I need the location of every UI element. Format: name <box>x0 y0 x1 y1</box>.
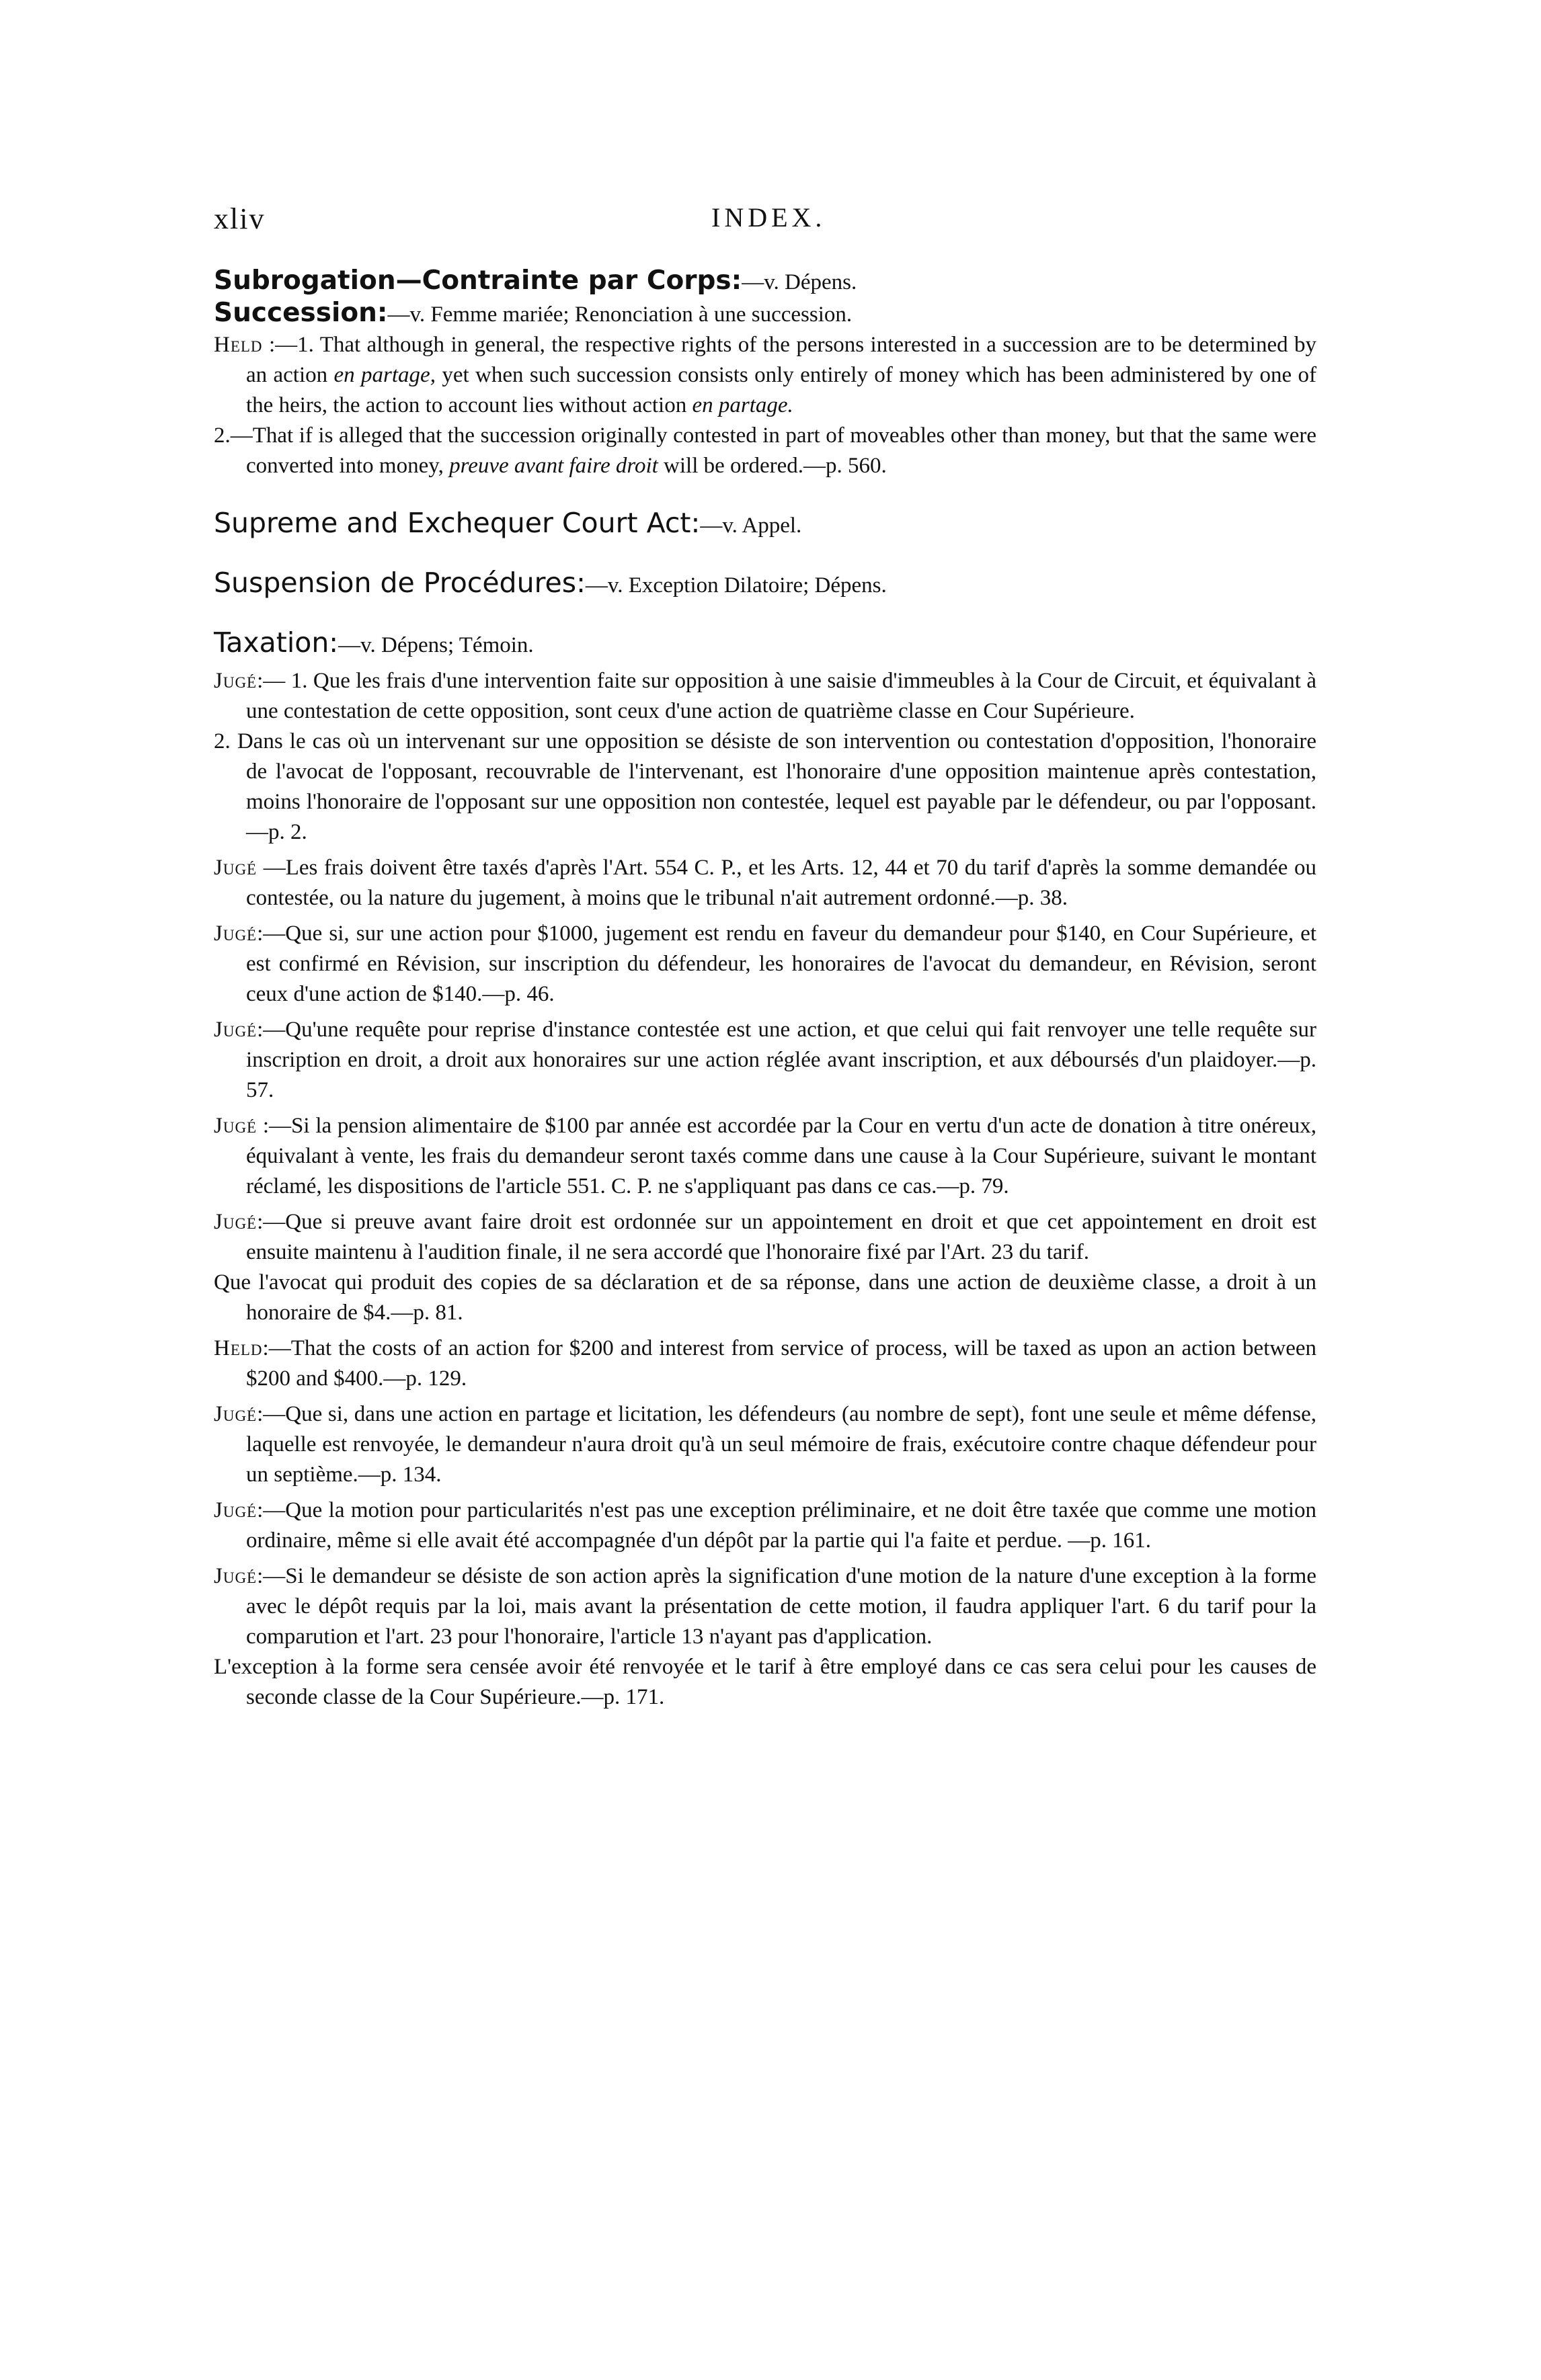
held-paragraph: 2.—That if is alleged that the succession originally contested in part of moveables other than money, but that the same were converted into money, preuve avant faire droit will be ordered.—p. 560. <box>214 423 1316 478</box>
juge-label: Jugé <box>214 1402 258 1426</box>
juge-label: Jugé <box>214 1114 258 1138</box>
juge-paragraph: Jugé:—Que si, sur une action pour $1000, jugement est rendu en faveur du demandeur pour $140, en Cour Supérieure, et est confirmé en Révision, sur inscription du défendeur, les honoraires de l'avocat du demandeur, en Révision, seront ceux d'une action de $140.—p. 46. <box>214 921 1316 1006</box>
cross-reference: —v. Exception Dilatoire; Dépens. <box>585 573 887 598</box>
index-term: Subrogation—Contrainte par Corps: <box>214 265 742 296</box>
juge-label: Jugé <box>214 1498 258 1522</box>
cross-reference: —v. Appel. <box>700 514 802 538</box>
running-title: INDEX. <box>711 202 826 233</box>
juge-label: Jugé <box>214 1564 258 1588</box>
index-entry-succession <box>214 298 1316 330</box>
juge-paragraph: Jugé :—Si la pension alimentaire de $100 par année est accordée par la Cour en vertu d'un acte de donation à titre onéreux, équivalant à vente, les frais du demandeur seront taxés comme dans une cause à la Cour Supérieure, suivant le montant réclamé, les dispositions de l'article 551. C. P. ne s'appliquant pas dans ce cas.—p. 79. <box>214 1114 1316 1198</box>
index-entry-suspension <box>214 568 1316 601</box>
index-term: Suspension de Procédures: <box>214 567 586 599</box>
juge-paragraph: Que l'avocat qui produit des copies de sa déclaration et de sa réponse, dans une action de deuxième classe, a droit à un honoraire de $4.—p. 81. <box>214 1270 1316 1325</box>
juge-paragraph: Jugé:—Que si preuve avant faire droit est ordonnée sur un appointement en droit et que cet appointement en droit est ensuite maintenu à l'audition finale, il ne sera accordé que l'honoraire fixé par l'Art. 23 du tarif. <box>214 1210 1316 1264</box>
held-paragraph: Held :—1. That although in general, the respective rights of the persons interested in a succession are to be determined by an action en partage, yet when such succession consists only entirely of money which has been administered by one of the heirs, the action to account lies without action en partage. <box>214 333 1317 417</box>
index-term: Supreme and Exchequer Court Act: <box>214 507 701 539</box>
held-paragraph: Held:—That the costs of an action for $200 and interest from service of process, will be taxed as upon an action between $200 and $400.—p. 129. <box>214 1336 1316 1391</box>
juge-label: Jugé <box>214 1210 258 1234</box>
juge-paragraph: Jugé:— 1. Que les frais d'une intervention faite sur opposition à une saisie d'immeubles à la Cour de Circuit, et équivalant à une contestation de cette opposition, sont ceux d'une action de quatrième classe en Cour Supérieure. <box>214 669 1316 723</box>
index-content <box>214 265 1316 1713</box>
index-entry-taxation <box>214 628 1316 661</box>
juge-label: Jugé <box>214 856 258 880</box>
cross-reference: —v. Femme mariée; Renonciation à une succession. <box>387 302 853 327</box>
juge-paragraph: Jugé:—Que si, dans une action en partage et licitation, les défendeurs (au nombre de sept), font une seule et même défense, laquelle est renvoyée, le demandeur n'aura droit qu'à un seul mémoire de frais, exécutoire contre chaque défendeur pour un septième.—p. 134. <box>214 1402 1316 1487</box>
page-number: xliv <box>214 202 266 235</box>
held-label: Held <box>214 1336 263 1360</box>
index-term: Succession: <box>214 298 388 328</box>
index-term: Taxation: <box>214 626 339 659</box>
cross-reference: —v. Dépens. <box>742 270 857 294</box>
juge-label: Jugé <box>214 669 258 693</box>
index-entry-subrogation <box>214 265 1316 298</box>
juge-paragraph: Jugé:—Qu'une requête pour reprise d'instance contestée est une action, et que celui qui fait renvoyer une telle requête sur inscription en droit, a droit aux honoraires sur une action réglée avant inscription, et aux déboursés d'un plaidoyer.—p. 57. <box>214 1018 1316 1102</box>
cross-reference: —v. Dépens; Témoin. <box>338 633 534 657</box>
juge-label: Jugé <box>214 1018 258 1042</box>
juge-paragraph: Jugé:—Que la motion pour particularités n'est pas une exception préliminaire, et ne doit être taxée que comme une motion ordinaire, même si elle avait été accompagnée d'un dépôt par la partie qui l'a faite et perdue. —p. 161. <box>214 1498 1316 1553</box>
held-label: Held <box>214 333 263 357</box>
juge-paragraph: Jugé:—Si le demandeur se désiste de son action après la signification d'une motion de la nature d'une exception à la forme avec le dépôt requis par la loi, mais avant la présentation de cette motion, il faudra appliquer l'art. 6 du tarif pour la comparution et l'art. 23 pour l'honoraire, l'article 13 n'ayant pas d'application. <box>214 1564 1316 1649</box>
juge-paragraph: L'exception à la forme sera censée avoir été renvoyée et le tarif à être employé dans ce cas sera celui pour les causes de seconde classe de la Cour Supérieure.—p. 171. <box>214 1655 1316 1709</box>
page-header <box>214 202 1316 242</box>
juge-paragraph: Jugé —Les frais doivent être taxés d'après l'Art. 554 C. P., et les Arts. 12, 44 et 70 du tarif d'après la somme demandée ou contestée, ou la nature du jugement, à moins que le tribunal n'ait autrement ordonné.—p. 38. <box>214 856 1317 910</box>
juge-label: Jugé <box>214 921 258 946</box>
juge-paragraph: 2. Dans le cas où un intervenant sur une opposition se désiste de son intervention ou contestation d'opposition, l'honoraire de l'avocat de l'opposant, recouvrable de l'intervenant, est l'honoraire d'une opposition maintenue après contestation, moins l'honoraire de l'opposant sur une opposition non contestée, lequel est payable par le défendeur, ou par l'opposant.—p. 2. <box>214 729 1316 844</box>
index-entry-supreme-court-act <box>214 508 1316 541</box>
